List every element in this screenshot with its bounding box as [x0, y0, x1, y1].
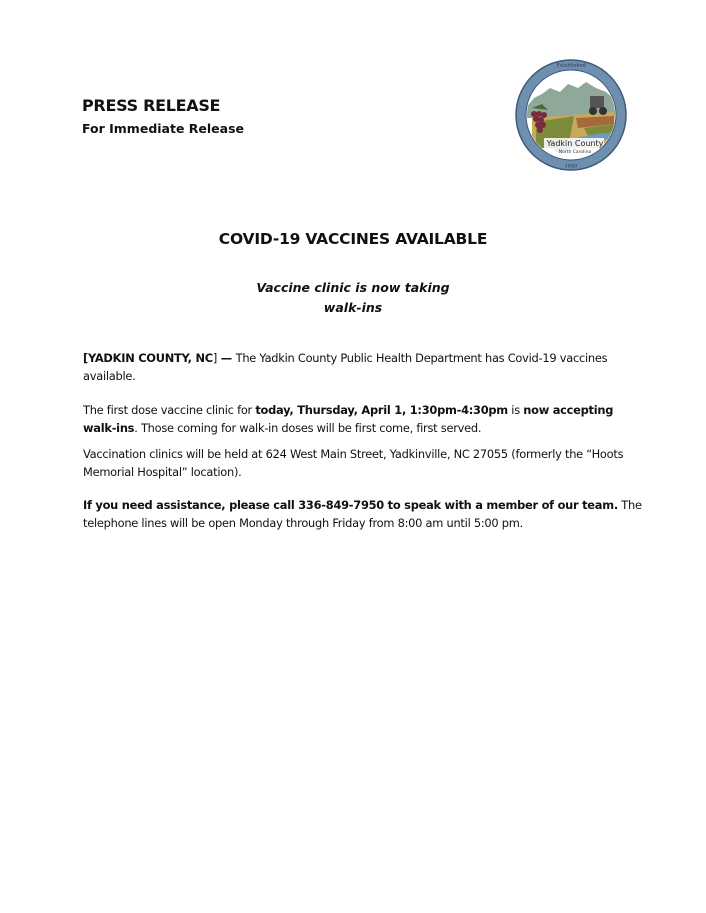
seal-year-text: 1850: [564, 163, 578, 170]
seal-established-text: Established: [556, 62, 586, 69]
intro-text: The Yadkin County Public Health Department has Covid-19 vaccines available.: [83, 351, 608, 383]
em-dash: —: [217, 351, 236, 365]
dateline-bracket: ]: [212, 351, 218, 365]
clinic-text-1: The first dose vaccine clinic for: [83, 403, 256, 417]
press-release-title: PRESS RELEASE: [82, 96, 221, 115]
seal-county-name: Yadkin County: [546, 139, 604, 148]
subheadline-line-1: Vaccine clinic is now taking: [256, 280, 450, 295]
release-notice: For Immediate Release: [82, 121, 245, 136]
assistance-phone-notice: If you need assistance, please call 336-849-7950 to speak with a member of our team.: [83, 498, 618, 512]
phone-hours-text: The telephone lines will be open Monday through Friday from 8:00 am until 5:00 pm.: [83, 498, 642, 530]
clinic-text-2: is: [507, 403, 524, 417]
dateline: [YADKIN COUNTY, NC: [83, 351, 213, 365]
walk-in-notice: now accepting walk-ins: [83, 403, 614, 435]
subheadline-line-2: walk-ins: [323, 300, 383, 315]
subheadline: [0, 278, 706, 318]
paragraph-clinic-details: [83, 402, 643, 437]
yadkin-county-seal-logo: [514, 58, 628, 172]
paragraph-intro: [83, 350, 643, 385]
headline: COVID-19 VACCINES AVAILABLE: [218, 230, 488, 248]
clinic-text-3: . Those coming for walk-in doses will be first come, first served.: [134, 420, 482, 435]
paragraph-contact: [83, 497, 643, 532]
paragraph-location: Vaccination clinics will be held at 624 West Main Street, Yadkinville, NC 27055 (formerly the “Hoots Memorial Hospital” location).: [83, 447, 624, 479]
seal-state-name: North Carolina: [558, 150, 592, 155]
clinic-date-time: today, Thursday, April 1, 1:30pm-4:30pm: [255, 403, 508, 417]
